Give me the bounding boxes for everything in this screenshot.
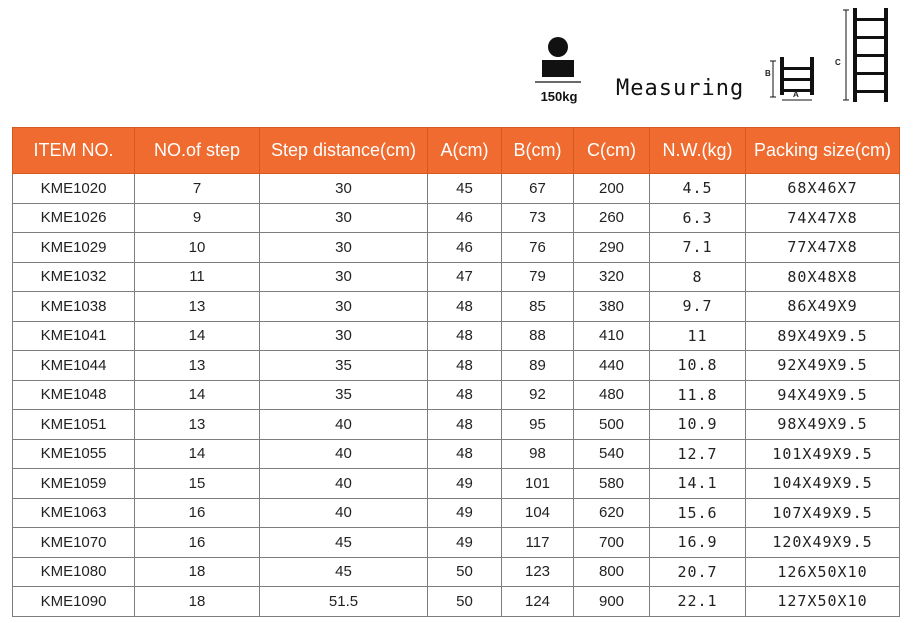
table-cell: 30	[260, 292, 428, 322]
table-cell: 16.9	[650, 528, 746, 558]
table-cell: KME1038	[13, 292, 135, 322]
table-cell: 30	[260, 233, 428, 263]
table-row	[13, 557, 900, 587]
table-cell: KME1032	[13, 262, 135, 292]
table-cell: 40	[260, 439, 428, 469]
table-cell: 900	[574, 587, 650, 617]
table-row	[13, 410, 900, 440]
table-cell: 290	[574, 233, 650, 263]
table-cell: 73	[502, 203, 574, 233]
table-cell: 117	[502, 528, 574, 558]
table-body	[13, 174, 900, 617]
table-cell: 50	[428, 587, 502, 617]
table-cell: 92X49X9.5	[746, 351, 900, 381]
small-ladder-diagram-icon	[763, 53, 818, 103]
table-cell: 101X49X9.5	[746, 439, 900, 469]
column-header: N.W.(kg)	[650, 128, 746, 174]
table-cell: 45	[260, 557, 428, 587]
table-cell: 9	[135, 203, 260, 233]
table-cell: 45	[260, 528, 428, 558]
table-cell: 30	[260, 174, 428, 204]
table-cell: 107X49X9.5	[746, 498, 900, 528]
table-cell: 11	[135, 262, 260, 292]
table-cell: 6.3	[650, 203, 746, 233]
table-cell: 45	[428, 174, 502, 204]
table-cell: 14	[135, 439, 260, 469]
table-cell: 580	[574, 469, 650, 499]
table-cell: 35	[260, 351, 428, 381]
table-cell: KME1044	[13, 351, 135, 381]
table-cell: 10.8	[650, 351, 746, 381]
table-row	[13, 233, 900, 263]
table-row	[13, 439, 900, 469]
table-cell: 89	[502, 351, 574, 381]
table-cell: 85	[502, 292, 574, 322]
column-header: B(cm)	[502, 128, 574, 174]
table-cell: 48	[428, 351, 502, 381]
table-cell: 51.5	[260, 587, 428, 617]
column-header: C(cm)	[574, 128, 650, 174]
table-cell: KME1041	[13, 321, 135, 351]
table-cell: 9.7	[650, 292, 746, 322]
table-cell: 12.7	[650, 439, 746, 469]
table-cell: 14	[135, 321, 260, 351]
table-row	[13, 498, 900, 528]
table-cell: 46	[428, 233, 502, 263]
table-cell: KME1055	[13, 439, 135, 469]
table-cell: 13	[135, 292, 260, 322]
table-cell: 500	[574, 410, 650, 440]
table-header-row	[13, 128, 900, 174]
table-cell: 700	[574, 528, 650, 558]
table-cell: KME1070	[13, 528, 135, 558]
table-cell: KME1020	[13, 174, 135, 204]
table-row	[13, 292, 900, 322]
column-header: NO.of step	[135, 128, 260, 174]
table-cell: 48	[428, 439, 502, 469]
header-area	[0, 0, 915, 126]
table-cell: 124	[502, 587, 574, 617]
diagram-label-b: B	[765, 69, 771, 78]
table-row	[13, 321, 900, 351]
table-cell: 88	[502, 321, 574, 351]
table-row	[13, 380, 900, 410]
table-cell: 10.9	[650, 410, 746, 440]
table-cell: 620	[574, 498, 650, 528]
table-cell: 48	[428, 321, 502, 351]
table-cell: 101	[502, 469, 574, 499]
table-cell: 79	[502, 262, 574, 292]
table-cell: 30	[260, 321, 428, 351]
table-cell: 410	[574, 321, 650, 351]
table-cell: 7	[135, 174, 260, 204]
table-cell: 67	[502, 174, 574, 204]
table-cell: 16	[135, 498, 260, 528]
weight-label: 150kg	[540, 89, 578, 104]
table-cell: 123	[502, 557, 574, 587]
table-cell: 80X48X8	[746, 262, 900, 292]
table-cell: 440	[574, 351, 650, 381]
table-cell: 14	[135, 380, 260, 410]
table-cell: 35	[260, 380, 428, 410]
table-cell: 18	[135, 557, 260, 587]
table-cell: 15.6	[650, 498, 746, 528]
table-row	[13, 351, 900, 381]
table-cell: 11	[650, 321, 746, 351]
table-cell: 40	[260, 410, 428, 440]
table-cell: 49	[428, 498, 502, 528]
table-cell: KME1090	[13, 587, 135, 617]
table-cell: KME1080	[13, 557, 135, 587]
table-cell: 48	[428, 410, 502, 440]
table-cell: 16	[135, 528, 260, 558]
column-header: Step distance(cm)	[260, 128, 428, 174]
table-cell: 48	[428, 380, 502, 410]
table-cell: 49	[428, 469, 502, 499]
table-cell: 95	[502, 410, 574, 440]
table-cell: 11.8	[650, 380, 746, 410]
table-cell: 50	[428, 557, 502, 587]
table-cell: 92	[502, 380, 574, 410]
table-cell: 126X50X10	[746, 557, 900, 587]
table-cell: KME1063	[13, 498, 135, 528]
table-cell: 104	[502, 498, 574, 528]
column-header: ITEM NO.	[13, 128, 135, 174]
table-cell: 86X49X9	[746, 292, 900, 322]
table-cell: 76	[502, 233, 574, 263]
spec-table	[12, 127, 900, 617]
table-cell: 260	[574, 203, 650, 233]
table-cell: 18	[135, 587, 260, 617]
table-cell: 30	[260, 203, 428, 233]
measuring-label: Measuring	[616, 76, 745, 101]
table-cell: 200	[574, 174, 650, 204]
table-cell: 98	[502, 439, 574, 469]
table-cell: 480	[574, 380, 650, 410]
table-cell: 15	[135, 469, 260, 499]
table-cell: KME1026	[13, 203, 135, 233]
table-cell: 4.5	[650, 174, 746, 204]
table-cell: 10	[135, 233, 260, 263]
table-cell: 7.1	[650, 233, 746, 263]
table-cell: 77X47X8	[746, 233, 900, 263]
table-cell: 30	[260, 262, 428, 292]
table-cell: 120X49X9.5	[746, 528, 900, 558]
table-cell: 47	[428, 262, 502, 292]
table-cell: 380	[574, 292, 650, 322]
table-cell: 94X49X9.5	[746, 380, 900, 410]
table-cell: 800	[574, 557, 650, 587]
diagram-label-a: A	[793, 90, 799, 99]
table-row	[13, 203, 900, 233]
table-cell: 68X46X7	[746, 174, 900, 204]
column-header: A(cm)	[428, 128, 502, 174]
table-cell: 20.7	[650, 557, 746, 587]
table-cell: 22.1	[650, 587, 746, 617]
table-cell: 14.1	[650, 469, 746, 499]
diagram-label-c: C	[835, 58, 841, 67]
table-cell: 8	[650, 262, 746, 292]
table-cell: KME1051	[13, 410, 135, 440]
table-row	[13, 469, 900, 499]
table-cell: 13	[135, 410, 260, 440]
table-cell: KME1048	[13, 380, 135, 410]
table-cell: 540	[574, 439, 650, 469]
table-cell: 49	[428, 528, 502, 558]
table-row	[13, 174, 900, 204]
table-cell: KME1029	[13, 233, 135, 263]
table-cell: 104X49X9.5	[746, 469, 900, 499]
table-row	[13, 587, 900, 617]
table-cell: 48	[428, 292, 502, 322]
table-cell: 320	[574, 262, 650, 292]
table-cell: 127X50X10	[746, 587, 900, 617]
table-cell: 46	[428, 203, 502, 233]
table-cell: 13	[135, 351, 260, 381]
table-cell: 40	[260, 498, 428, 528]
table-cell: 40	[260, 469, 428, 499]
table-row	[13, 528, 900, 558]
table-cell: 74X47X8	[746, 203, 900, 233]
table-cell: 98X49X9.5	[746, 410, 900, 440]
tall-ladder-diagram-icon	[832, 6, 894, 104]
column-header: Packing size(cm)	[746, 128, 900, 174]
table-cell: KME1059	[13, 469, 135, 499]
table-row	[13, 262, 900, 292]
table-cell: 89X49X9.5	[746, 321, 900, 351]
